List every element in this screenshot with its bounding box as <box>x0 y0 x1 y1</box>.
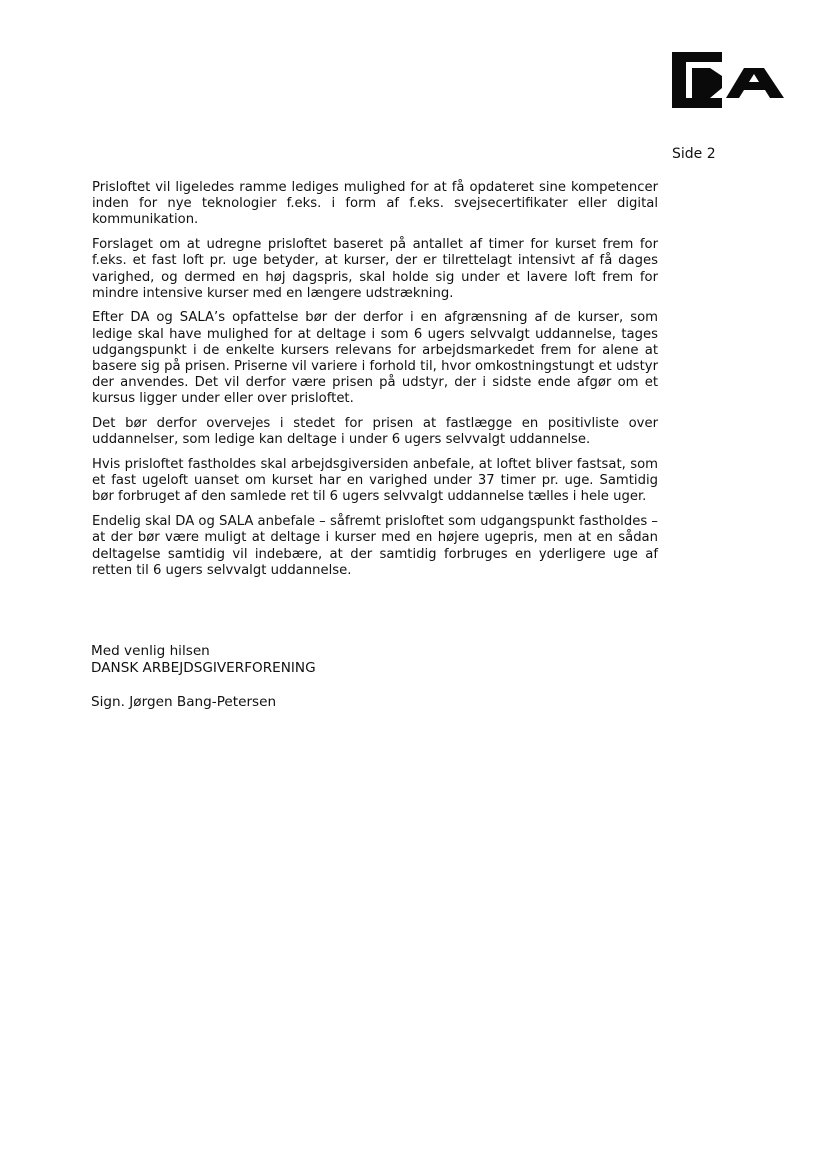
letterhead-logo <box>672 48 784 112</box>
logo-a-shape <box>726 68 784 98</box>
signature-line: Sign. Jørgen Bang-Petersen <box>91 694 277 710</box>
closing-greeting: Med venlig hilsen <box>91 643 210 659</box>
letter-body <box>92 180 658 587</box>
closing-organization: DANSK ARBEJDSGIVERFORENING <box>91 660 316 676</box>
paragraph: Endelig skal DA og SALA anbefale – såfremt prisloftet som udgangspunkt fastholdes – at der bør være muligt at deltage i kurser med en højere ugepris, men at en sådan deltagelse samtidig vil indebære, at der samtidig forbruges en yderligere uge af retten til 6 ugers selvvalgt uddannelse. <box>92 514 658 578</box>
da-logo-icon <box>672 48 784 112</box>
paragraph: Prisloftet vil ligeledes ramme lediges mulighed for at få opdateret sine kompetencer inden for nye teknologier f.eks. i form af f.eks. svejsecertifikater eller digital kommunikation. <box>92 180 658 228</box>
closing-block <box>91 643 316 677</box>
paragraph: Forslaget om at udregne prisloftet baseret på antallet af timer for kurset frem for f.eks. et fast loft pr. uge betyder, at kurser, der er tilrettelagt intensivt af få dages varighed, og dermed en høj dagspris, skal holde sig under et lavere loft frem for mindre intensive kurser med en længere udstrækning. <box>92 237 658 301</box>
page-number: Side 2 <box>672 146 716 162</box>
paragraph: Hvis prisloftet fastholdes skal arbejdsgiversiden anbefale, at loftet bliver fastsat, som et fast ugeloft uanset om kurset har en varighed under 37 timer pr. uge. Samtidig bør forbruget af den samlede ret til 6 ugers selvvalgt uddannelse tælles i hele uger. <box>92 457 658 505</box>
paragraph: Det bør derfor overvejes i stedet for prisen at fastlægge en positivliste over uddannelser, som ledige kan deltage i under 6 ugers selvvalgt uddannelse. <box>92 416 658 448</box>
logo-d-shape <box>692 68 722 98</box>
paragraph: Efter DA og SALA’s opfattelse bør der derfor i en afgrænsning af de kurser, som ledige skal have mulighed for at deltage i som 6 ugers selvvalgt uddannelse, tages udgangspunkt i de enkelte kursers relevans for arbejdsmarkedet frem for alene at basere sig på prisen. Priserne vil variere i forhold til, hvor omkostningstungt et udstyr der anvendes. Det vil derfor være prisen på udstyr, der i sidste ende afgør om et kursus ligger under eller over prisloftet. <box>92 310 658 407</box>
